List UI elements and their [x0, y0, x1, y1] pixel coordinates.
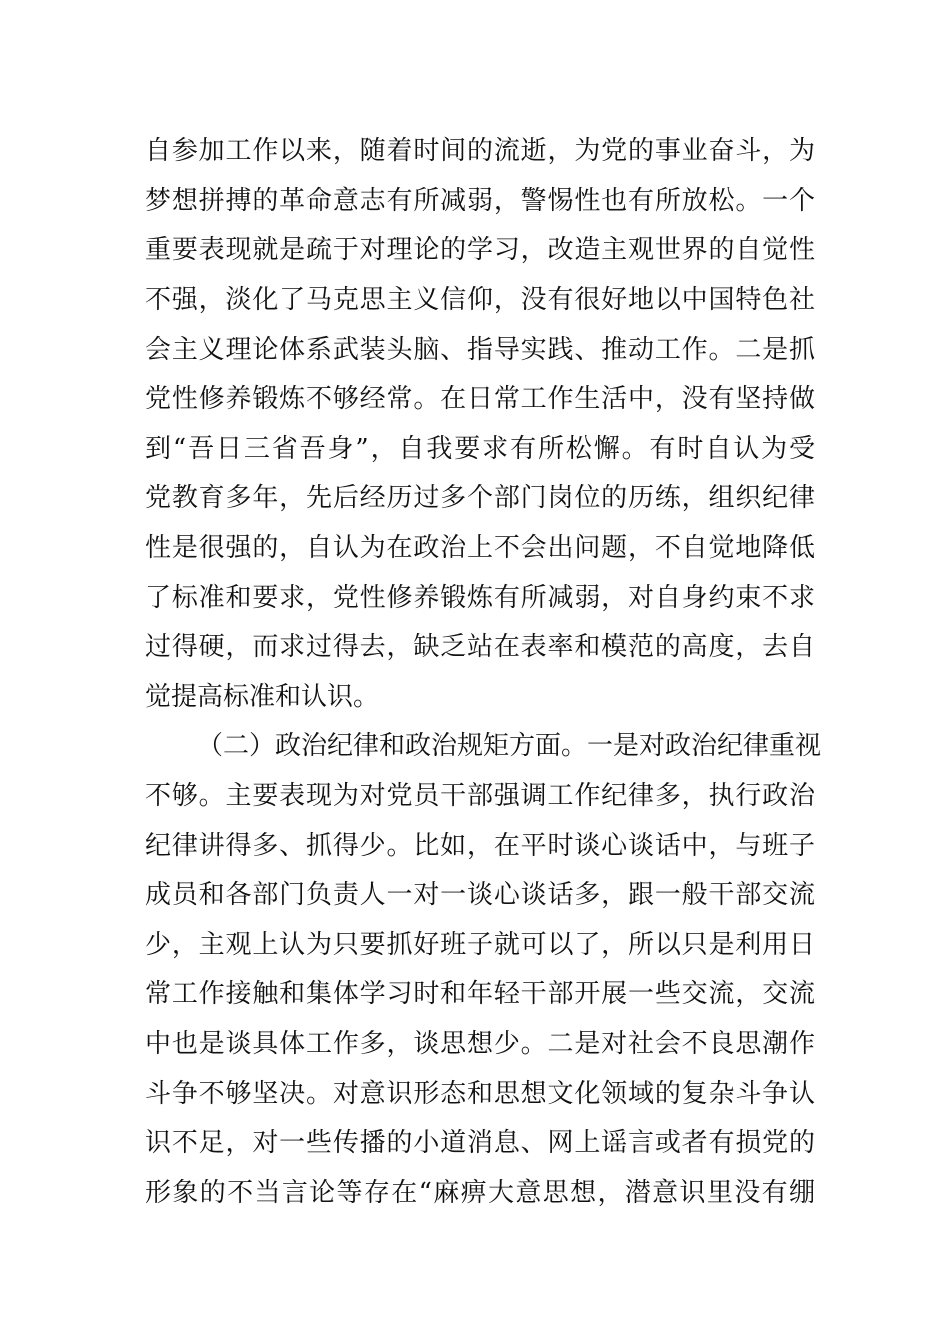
paragraph-start-line: （二）政治纪律和政治规矩方面。一是对政治纪律重视	[197, 731, 822, 761]
text-line: 纪律讲得多、抓得少。比如，在平时谈心谈话中，与班子	[145, 831, 815, 861]
text-line: 少，主观上认为只要抓好班子就可以了，所以只是利用日	[145, 930, 815, 960]
text-line: 识不足，对一些传播的小道消息、网上谣言或者有损党的	[145, 1128, 815, 1158]
text-line: 自参加工作以来，随着时间的流逝，为党的事业奋斗，为	[145, 136, 815, 166]
text-line: 了标准和要求，党性修养锻炼有所减弱，对自身约束不求	[145, 583, 815, 613]
text-line: 不够。主要表现为对党员干部强调工作纪律多，执行政治	[145, 781, 815, 811]
text-line: 梦想拼搏的革命意志有所减弱，警惕性也有所放松。一个	[145, 186, 815, 216]
text-line: 中也是谈具体工作多，谈思想少。二是对社会不良思潮作	[145, 1029, 815, 1059]
text-line: 过得硬，而求过得去，缺乏站在表率和模范的高度，去自	[145, 632, 815, 662]
text-line: 会主义理论体系武装头脑、指导实践、推动工作。二是抓	[145, 335, 815, 365]
text-line: 形象的不当言论等存在“麻痹大意思想，潜意识里没有绷	[145, 1178, 815, 1208]
text-line: 不强，淡化了马克思主义信仰，没有很好地以中国特色社	[145, 285, 815, 315]
text-line: 成员和各部门负责人一对一谈心谈话多，跟一般干部交流	[145, 880, 815, 910]
text-line: 到“吾日三省吾身”，自我要求有所松懈。有时自认为受	[145, 434, 815, 464]
text-line: 性是很强的，自认为在政治上不会出问题，不自觉地降低	[145, 533, 815, 563]
text-line: 斗争不够坚决。对意识形态和思想文化领域的复杂斗争认	[145, 1079, 815, 1109]
text-line: 重要表现就是疏于对理论的学习，改造主观世界的自觉性	[145, 235, 815, 265]
text-line: 党性修养锻炼不够经常。在日常工作生活中，没有坚持做	[145, 384, 815, 414]
text-line: 觉提高标准和认识。	[145, 682, 380, 712]
text-line: 常工作接触和集体学习时和年轻干部开展一些交流，交流	[145, 979, 815, 1009]
text-line: 党教育多年，先后经历过多个部门岗位的历练，组织纪律	[145, 483, 815, 513]
